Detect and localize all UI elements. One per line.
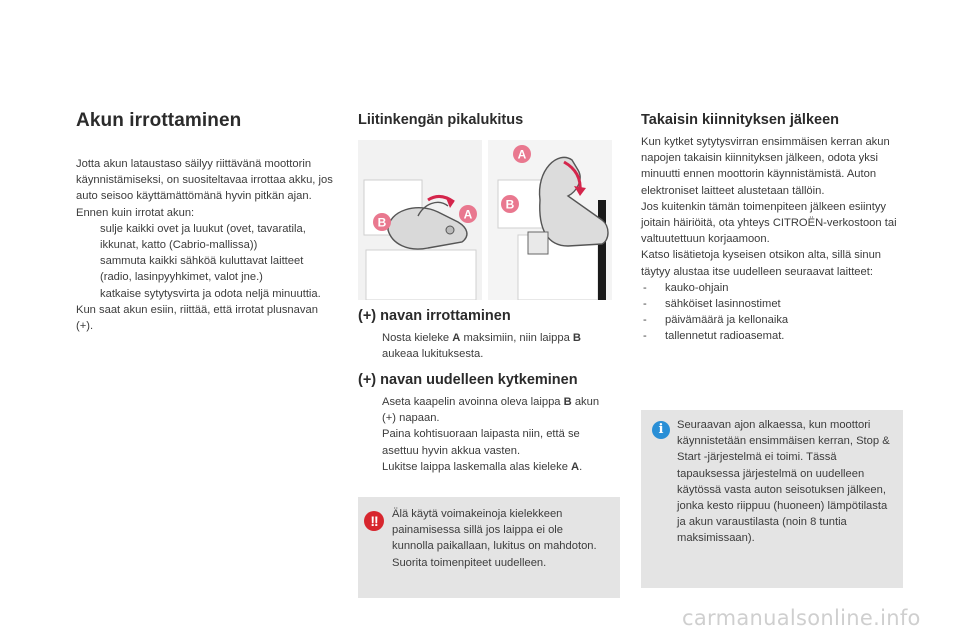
terminal-clamp-illustration: [358, 140, 612, 300]
label-b-right: B: [505, 197, 515, 212]
info-box: [641, 410, 903, 588]
before-paragraph: Ennen kuin irrotat akun:: [76, 206, 195, 219]
label-a-left: A: [463, 207, 473, 222]
disconnect-text: [76, 156, 338, 334]
info-icon: i: [652, 421, 670, 439]
watermark: carmanualsonline.info: [682, 606, 921, 630]
paragraph: Katso lisätietoja kyseisen otsikon alta, sillä sinun täytyy alustaa itse uudelleen seuraavat laitteet:: [641, 249, 882, 278]
label-b-left: B: [377, 215, 387, 230]
quick-lock-title: Liitinkengän pikalukitus: [358, 112, 524, 128]
label-a-right: A: [517, 147, 527, 162]
list-item: - kauko-ohjain: [643, 281, 729, 294]
list-item: Paina kohtisuoraan laipasta niin, että se asettuu hyvin akkua vasten.: [382, 428, 580, 457]
reinit-items-list: [641, 280, 903, 345]
paragraph: Kun kytket sytytysvirran ensimmäisen kerran akun napojen takaisin kiinnityksen jälkeen, odota yksi minuutti ennen moottorin käynnistämistä. Auton elektroniset laitteet alustetaan tällöin.: [641, 136, 890, 197]
list-item: sammuta kaikki sähköä kuluttavat laitteet (radio, lasinpyyhkimet, valot jne.): [100, 255, 304, 284]
paragraph: Jos kuitenkin tämän toimenpiteen jälkeen esiintyy joitain häiriöitä, ota yhteys CITROËN-verkostoon tai valtuutettuun korjaamoon.: [641, 200, 897, 246]
remove-steps-list: [358, 330, 612, 362]
list-item: - päivämäärä ja kellonaika: [643, 314, 789, 327]
reconnect-terminal-title: (+) navan uudelleen kytkeminen: [358, 372, 578, 388]
list-item: - sähköiset lasinnostimet: [643, 298, 781, 311]
outro-paragraph: Kun saat akun esiin, riittää, että irrotat plusnavan (+).: [76, 303, 318, 333]
after-reconnect-text: [641, 134, 903, 345]
list-item: - tallennetut radioasemat.: [643, 330, 785, 343]
list-item: katkaise sytytysvirta ja odota neljä minuuttia.: [100, 287, 321, 300]
list-item: Aseta kaapelin avoinna oleva laippa B akun (+) napaan.: [382, 396, 600, 425]
warning-icon: !!: [364, 511, 384, 531]
list-item: Nosta kieleke A maksimiin, niin laippa B aukeaa lukituksesta.: [382, 332, 582, 361]
warning-text: Älä käytä voimakeinoja kielekkeen painamisessa sillä jos laippa ei ole kunnolla paikallaan, lukitus on mahdoton. Suorita toimenpiteet uudelleen.: [392, 508, 597, 569]
list-item: sulje kaikki ovet ja luukut (ovet, tavaratila, ikkunat, katto (Cabrio-mallissa)): [100, 222, 306, 252]
intro-paragraph: Jotta akun lataustaso säilyy riittävänä moottorin käynnistämiseksi, on suositeltavaa irrottaa akku, jos auto seisoo käyttämättömänä hyvin pitkän ajan.: [76, 158, 333, 203]
info-text: Seuraavan ajon alkaessa, kun moottori käynnistetään ensimmäisen kerran, Stop & Start -järjestelmä ei toimi. Tässä tapauksessa järjestelmä on uudelleen käytössä vasta auton seisotuksen jälkeen, jonka kesto riippuu (huoneen) lämpötilasta ja akun varaustilasta (noin 8 tuntia maksimissaan).: [677, 419, 890, 545]
remove-terminal-title: (+) navan irrottaminen: [358, 308, 511, 324]
page-title: Akun irrottaminen: [76, 110, 242, 131]
steps-list: [76, 221, 338, 302]
warning-box: [358, 497, 620, 598]
after-reconnect-title: Takaisin kiinnityksen jälkeen: [641, 112, 839, 128]
list-item: Lukitse laippa laskemalla alas kieleke A.: [382, 460, 583, 473]
reconnect-steps-list: [358, 394, 612, 475]
